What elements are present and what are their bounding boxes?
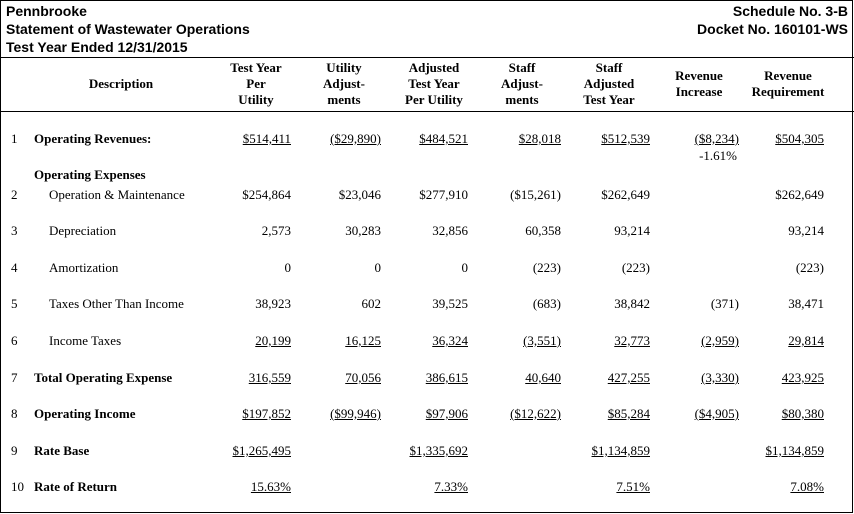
value-cell: 316,559 xyxy=(248,370,291,385)
line-number: 1 xyxy=(11,131,18,146)
value-cell: 38,471 xyxy=(788,296,824,311)
value-cell: $197,852 xyxy=(242,406,291,421)
value-cell: 602 xyxy=(361,296,381,311)
test-year-period: Test Year Ended 12/31/2015 xyxy=(6,39,188,55)
column-header: Test Year Per Utility xyxy=(230,60,282,107)
value-cell: $1,134,859 xyxy=(765,443,824,458)
value-cell: 423,925 xyxy=(781,370,824,385)
line-number: 9 xyxy=(11,443,18,458)
column-header: Description xyxy=(88,76,154,91)
value-cell: 32,856 xyxy=(432,223,468,238)
value-cell: 38,842 xyxy=(614,296,650,311)
statement-title: Statement of Wastewater Operations xyxy=(6,21,250,37)
value-cell: $1,134,859 xyxy=(591,443,650,458)
row-label: Rate of Return xyxy=(34,479,118,494)
column-header: Revenue Requirement xyxy=(751,68,825,99)
value-cell: 70,056 xyxy=(345,370,381,385)
value-cell: $484,521 xyxy=(419,131,468,146)
value-cell: 30,283 xyxy=(345,223,381,238)
value-cell: $97,906 xyxy=(425,406,468,421)
row-label: Operating Income xyxy=(34,406,136,421)
value-cell: 7.51% xyxy=(616,479,650,494)
value-cell: 93,214 xyxy=(614,223,650,238)
value-cell: 15.63% xyxy=(250,479,291,494)
docket-number: Docket No. 160101-WS xyxy=(697,21,848,37)
row-label: Operation & Maintenance xyxy=(49,187,185,202)
value-cell: $28,018 xyxy=(518,131,561,146)
row-label: Amortization xyxy=(49,260,119,275)
value-cell: (2,959) xyxy=(701,333,739,348)
line-number: 8 xyxy=(11,406,18,421)
value-cell: 2,573 xyxy=(261,223,291,238)
value-cell: $262,649 xyxy=(601,187,650,202)
value-cell: 40,640 xyxy=(525,370,561,385)
row-label: Rate Base xyxy=(34,443,90,458)
value-cell: (3,330) xyxy=(701,370,739,385)
value-cell: 0 xyxy=(284,260,291,275)
value-cell: 36,324 xyxy=(432,333,468,348)
line-number: 2 xyxy=(11,187,18,202)
revenue-increase-percent: -1.61% xyxy=(699,148,737,163)
header-divider-bottom xyxy=(1,111,854,112)
value-cell: 39,525 xyxy=(432,296,468,311)
line-number: 7 xyxy=(11,370,18,385)
value-cell: ($15,261) xyxy=(510,187,561,202)
company-name: Pennbrooke xyxy=(6,3,87,19)
value-cell: $254,864 xyxy=(242,187,291,202)
value-cell: 427,255 xyxy=(607,370,650,385)
value-cell: $277,910 xyxy=(419,187,468,202)
value-cell: ($12,622) xyxy=(510,406,561,421)
line-number: 3 xyxy=(11,223,18,238)
value-cell: 32,773 xyxy=(614,333,650,348)
value-cell: (683) xyxy=(532,296,561,311)
value-cell: $512,539 xyxy=(601,131,650,146)
value-cell: ($8,234) xyxy=(694,131,739,146)
value-cell: ($99,946) xyxy=(330,406,381,421)
value-cell: $23,046 xyxy=(338,187,381,202)
value-cell: 0 xyxy=(374,260,381,275)
value-cell: $1,335,692 xyxy=(409,443,468,458)
line-number: 6 xyxy=(11,333,18,348)
row-label: Operating Revenues: xyxy=(34,131,152,146)
row-label: Income Taxes xyxy=(49,333,122,348)
column-header: Revenue Increase xyxy=(675,68,723,99)
value-cell: 29,814 xyxy=(788,333,824,348)
value-cell: $262,649 xyxy=(775,187,824,202)
line-number: 4 xyxy=(11,260,18,275)
value-cell: 16,125 xyxy=(345,333,381,348)
value-cell: 7.08% xyxy=(790,479,824,494)
value-cell: 60,358 xyxy=(525,223,561,238)
line-number: 5 xyxy=(11,296,18,311)
value-cell: 38,923 xyxy=(255,296,291,311)
value-cell: (371) xyxy=(710,296,739,311)
row-label: Taxes Other Than Income xyxy=(49,296,184,311)
value-cell: $80,380 xyxy=(781,406,824,421)
value-cell: (223) xyxy=(532,260,561,275)
column-header: Utility Adjust- ments xyxy=(323,60,365,107)
value-cell: 20,199 xyxy=(255,333,291,348)
value-cell: $504,305 xyxy=(775,131,824,146)
column-header: Adjusted Test Year Per Utility xyxy=(405,60,463,107)
value-cell: (223) xyxy=(621,260,650,275)
row-label: Depreciation xyxy=(49,223,117,238)
column-header: Staff Adjust- ments xyxy=(501,60,543,107)
value-cell: $85,284 xyxy=(607,406,650,421)
value-cell: $1,265,495 xyxy=(232,443,291,458)
schedule-number: Schedule No. 3-B xyxy=(732,3,848,19)
value-cell: ($4,905) xyxy=(694,406,739,421)
value-cell: 7.33% xyxy=(434,479,468,494)
line-number: 10 xyxy=(11,479,24,494)
value-cell: ($29,890) xyxy=(330,131,381,146)
value-cell: 386,615 xyxy=(425,370,468,385)
column-header: Staff Adjusted Test Year xyxy=(583,60,635,107)
value-cell: (223) xyxy=(795,260,824,275)
value-cell: $514,411 xyxy=(242,131,291,146)
value-cell: (3,551) xyxy=(523,333,561,348)
header-divider-top xyxy=(1,57,854,58)
row-label: Total Operating Expense xyxy=(34,370,173,385)
value-cell: 93,214 xyxy=(788,223,824,238)
row-label: Operating Expenses xyxy=(34,167,146,182)
value-cell: 0 xyxy=(461,260,468,275)
